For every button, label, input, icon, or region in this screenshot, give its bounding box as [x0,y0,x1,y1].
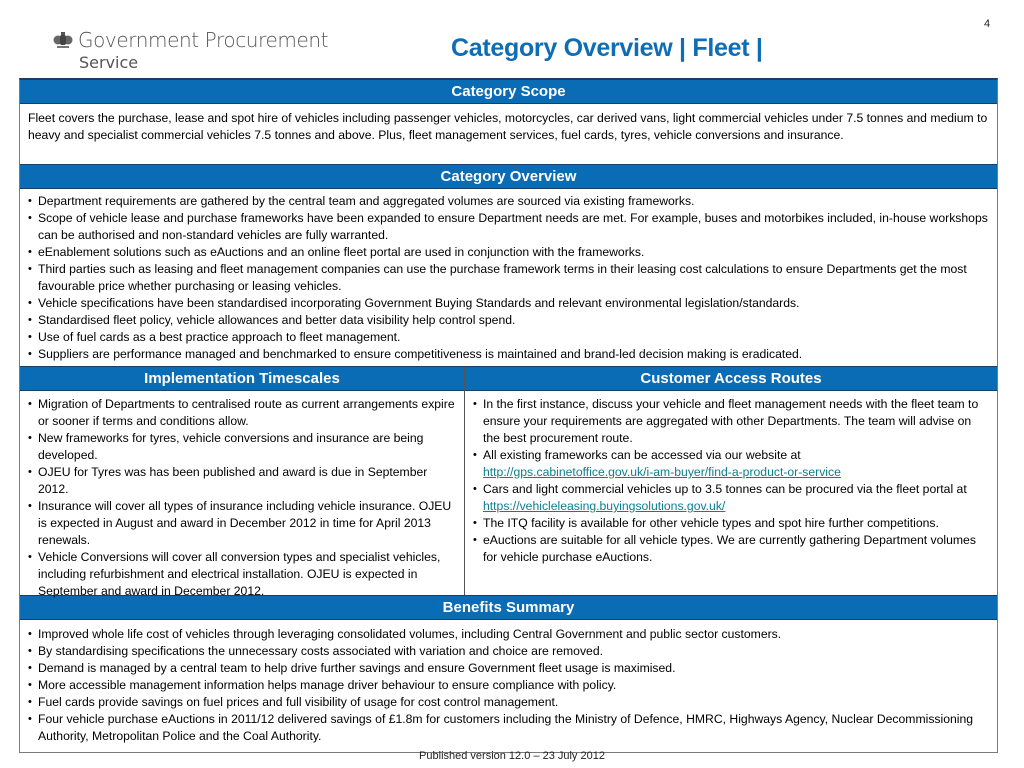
list-item: • The ITQ facility is available for other vehicle types and spot hire further competitions. [473,515,989,532]
overview-header: Category Overview [20,165,997,189]
list-item: • By standardising specifications the unnecessary costs associated with variation and choice are removed. [28,643,989,660]
royal-crest-icon [52,30,74,50]
benefits-list [28,626,989,745]
list-item: • Department requirements are gathered by the central team and aggregated volumes are sourced via existing frameworks. [28,193,989,210]
list-item: • Scope of vehicle lease and purchase frameworks have been expanded to ensure Department needs are met. For example, buses and motorbikes included, in-house workshops can be authorised and non-standard vehicles are fully warranted. [28,210,989,244]
fleet-portal-link[interactable]: https://vehicleleasing.buyingsolutions.gov.uk/ [483,499,726,513]
list-item: • More accessible management information helps manage driver behaviour to ensure compliance with policy. [28,677,989,694]
list-item: • eAuctions are suitable for all vehicle types. We are currently gathering Department volumes for vehicle purchase eAuctions. [473,532,989,566]
list-item: • Suppliers are performance managed and benchmarked to ensure competitiveness is maintained and brand-led decision making is eradicated. [28,346,989,363]
list-item: • In the first instance, discuss your vehicle and fleet management needs with the fleet team to ensure your requirements are aggregated with other Departments. The team will advise on the best procurement route. [473,396,989,447]
list-item: • Vehicle specifications have been standardised incorporating Government Buying Standards and relevant environmental legislation/standards. [28,295,989,312]
list-item: • Insurance will cover all types of insurance including vehicle insurance. OJEU is expected in August and award in December 2012 in time for April 2013 renewals. [28,498,456,549]
overview-list [28,193,989,363]
list-item: • eEnablement solutions such as eAuctions and an online fleet portal are used in conjunction with the frameworks. [28,244,989,261]
list-item: • Improved whole life cost of vehicles through leveraging consolidated volumes, including Central Government and public sector customers. [28,626,989,643]
gps-website-link[interactable]: http://gps.cabinetoffice.gov.uk/i-am-buyer/find-a-product-or-service [483,465,841,479]
overview-body [20,189,997,367]
list-item: • Use of fuel cards as a best practice approach to fleet management. [28,329,989,346]
footer-version: Published version 12.0 – 23 July 2012 [419,750,605,762]
list-item: • Demand is managed by a central team to help drive further savings and ensure Government fleet usage is maximised. [28,660,989,677]
logo [52,28,328,72]
list-item-text: Cars and light commercial vehicles up to 3.5 tonnes can be procured via the fleet portal at [483,482,967,496]
two-column-section [20,367,997,596]
list-item: • Standardised fleet policy, vehicle allowances and better data visibility help control spend. [28,312,989,329]
page-number: 4 [984,18,991,30]
list-item [473,447,989,481]
scope-header: Category Scope [20,80,997,104]
list-item: • Four vehicle purchase eAuctions in 2011/12 delivered savings of £1.8m for customers including the Ministry of Defence, HMRC, Highways Agency, Nuclear Decommissioning Authority, Metropolitan Police and the Coal Authority. [28,711,989,745]
benefits-header: Benefits Summary [20,596,997,620]
access-routes-header: Customer Access Routes [465,367,997,391]
list-item: • Vehicle Conversions will cover all conversion types and specialist vehicles, including refurbishment and electrical installation. OJEU is expected in September and award in December 2012. [28,549,456,600]
timescales-column [20,367,465,598]
list-item: • Migration of Departments to centralised route as current arrangements expire or sooner if terms and conditions allow. [28,396,456,430]
list-item: • OJEU for Tyres was has been published and award is due in September 2012. [28,464,456,498]
list-item: • New frameworks for tyres, vehicle conversions and insurance are being developed. [28,430,456,464]
scope-body: Fleet covers the purchase, lease and spot hire of vehicles including passenger vehicles, motorcycles, car derived vans, light commercial vehicles under 7.5 tonnes and medium to heavy and specialist commercial vehicles 7.5 tonnes and above. Plus, fleet management services, fuel cards, tyres, vehicle conversions and insurance. [20,104,997,165]
list-item: • Third parties such as leasing and fleet management companies can use the purchase framework terms in their leasing cost calculations to ensure Departments get the most favourable price whether purchasing or leasing vehicles. [28,261,989,295]
access-routes-column [465,367,997,595]
list-item: • Fuel cards provide savings on fuel prices and full visibility of usage for cost control management. [28,694,989,711]
access-routes-body [465,391,997,595]
benefits-body [20,620,997,752]
logo-text-primary: Government Procurement [78,28,329,52]
timescales-header: Implementation Timescales [20,367,464,391]
list-item-text: All existing frameworks can be accessed via our website at [483,448,801,462]
content-frame [19,78,998,753]
list-item [473,481,989,515]
page-title: Category Overview | Fleet | [451,34,763,62]
access-routes-list [473,396,989,566]
timescales-list [28,396,456,600]
logo-text-secondary: Service [79,53,139,72]
timescales-body [20,391,464,598]
